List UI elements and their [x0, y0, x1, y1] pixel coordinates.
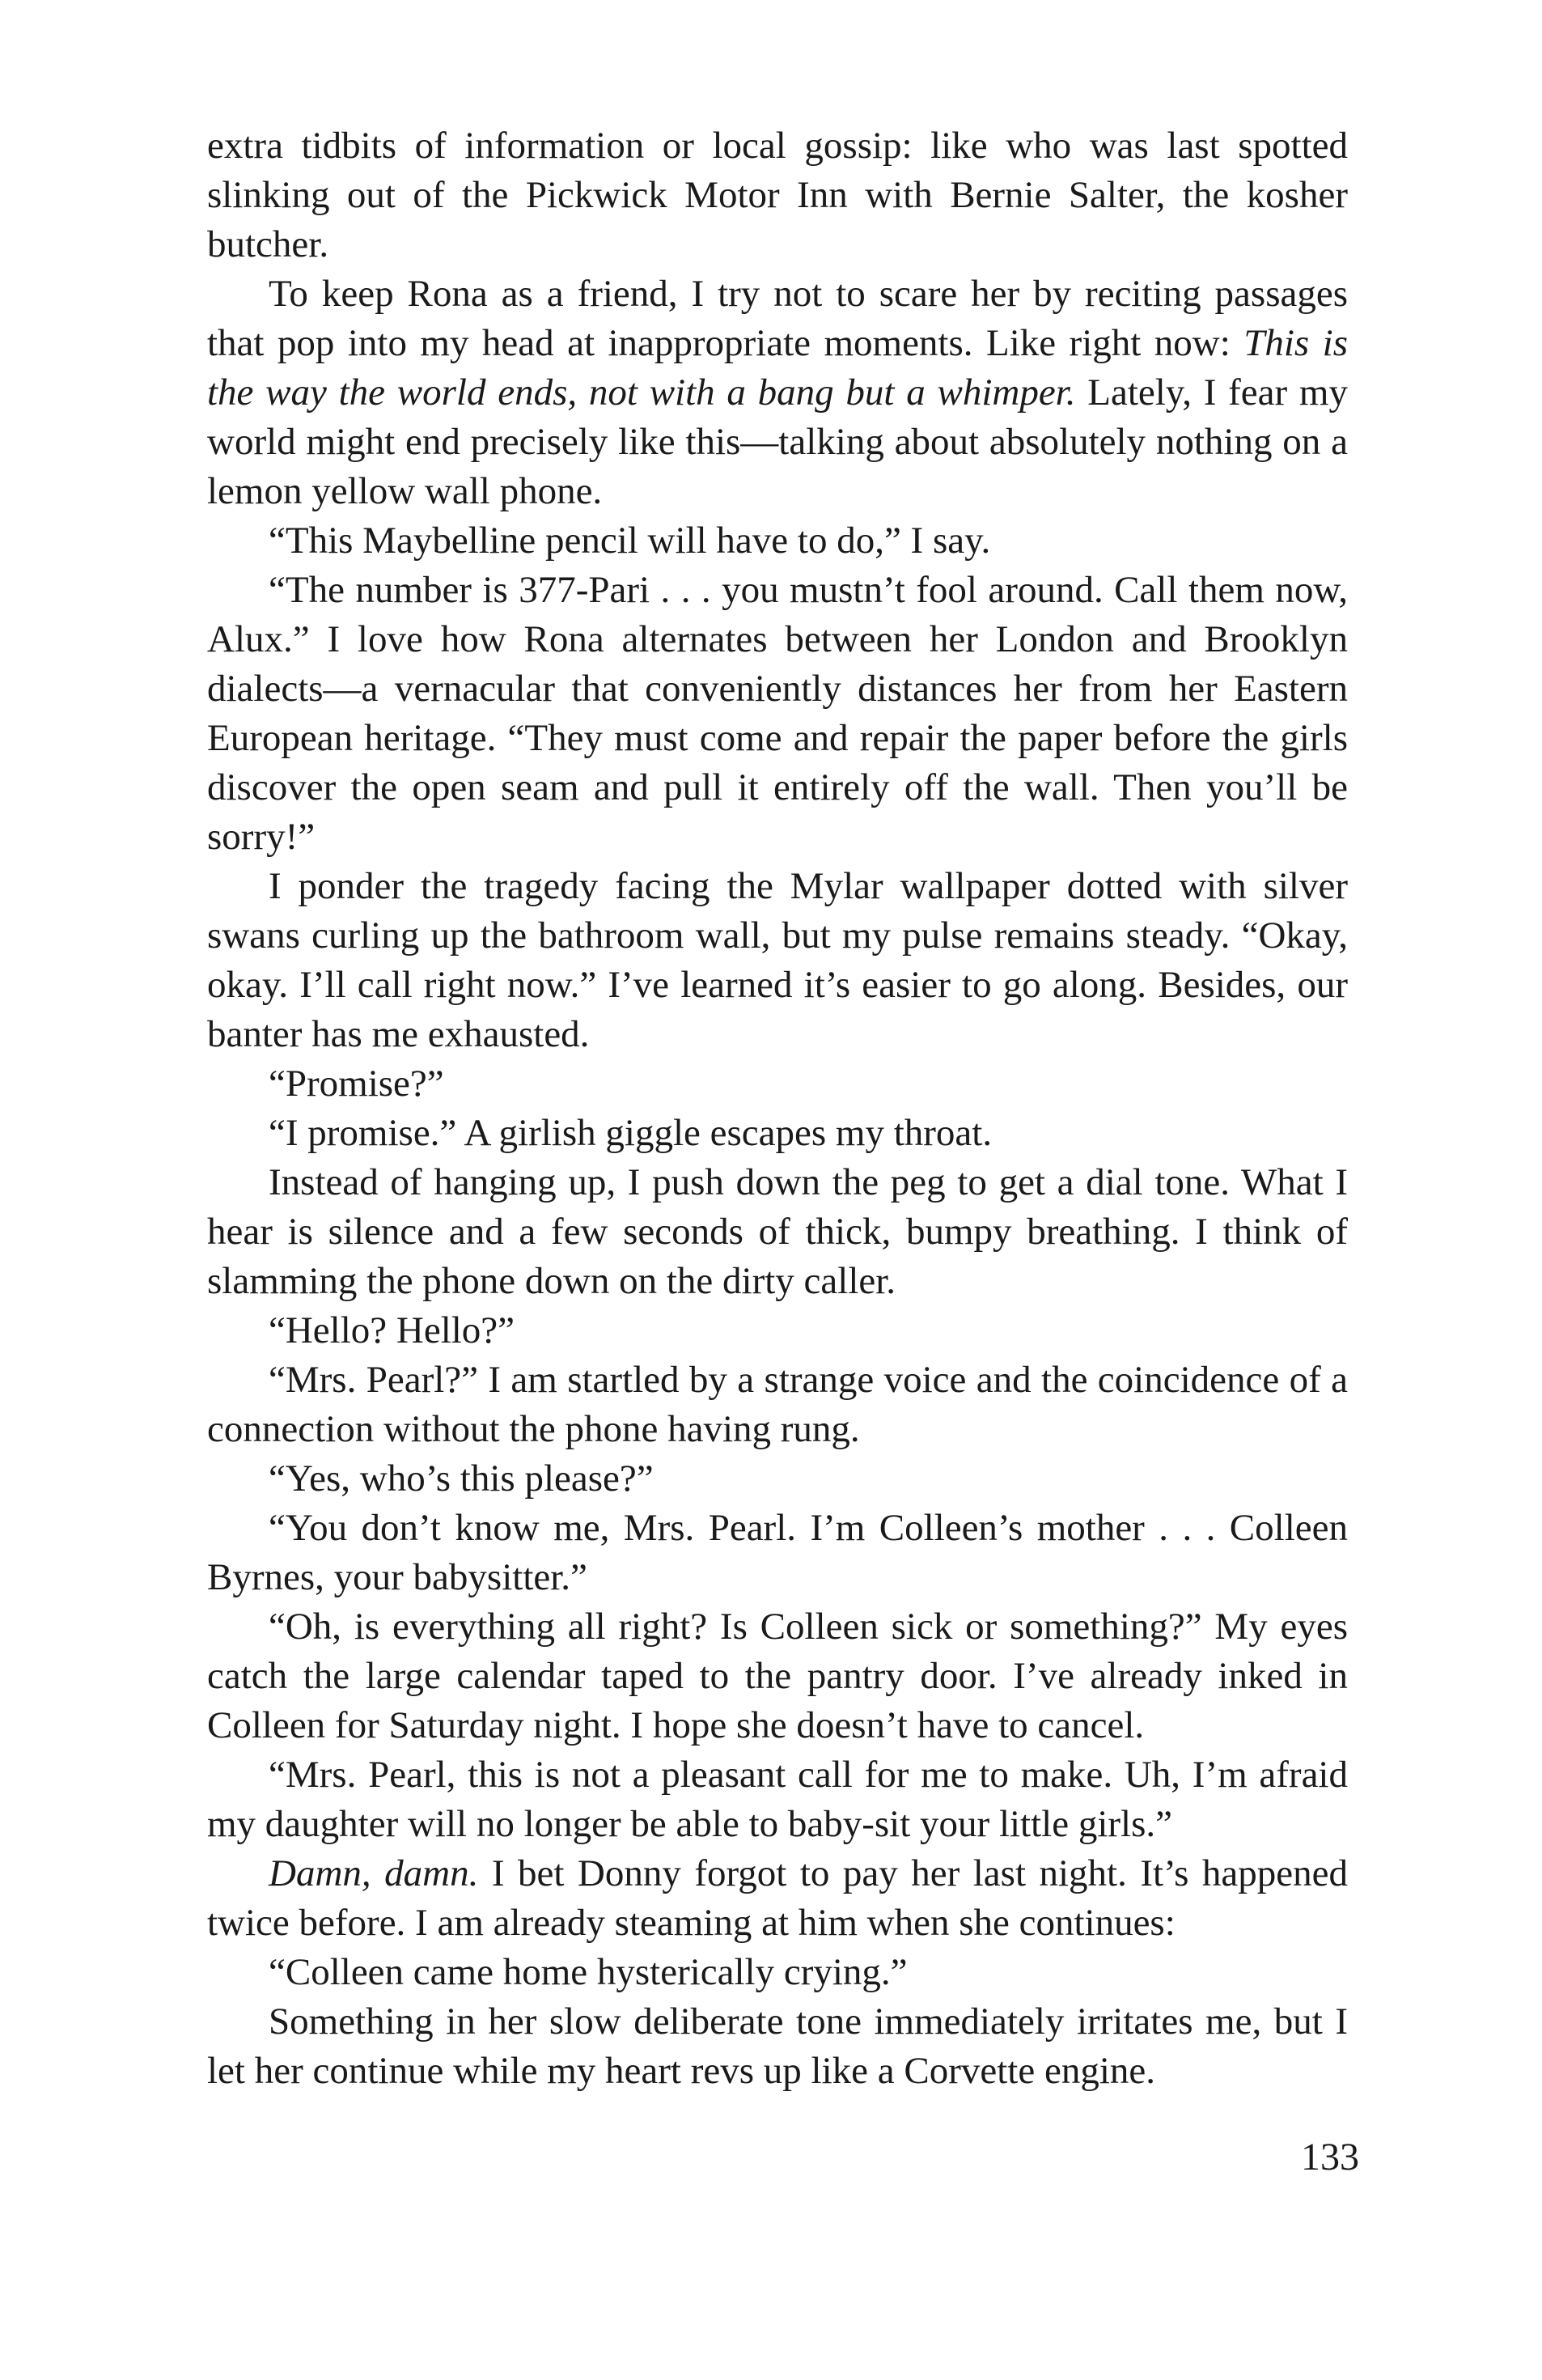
paragraph: “Hello? Hello?” — [269, 1309, 515, 1351]
paragraph-text: To keep Rona as a friend, I try not to scare her by reciting passages that pop into my head at inappropriate moments. Like right now: — [207, 273, 1348, 364]
paragraph: “Mrs. Pearl, this is not a pleasant call for me to make. Uh, I’m afraid my daughter will no longer be able to baby-sit your little girls.” — [207, 1754, 1348, 1845]
paragraph: “I promise.” A girlish giggle escapes my throat. — [269, 1112, 993, 1154]
paragraph-text: I bet Donny forgot to pay her last night. It’s happened twice before. I am already steaming at him when she continues: — [207, 1852, 1349, 1944]
paragraph: “Oh, is everything all right? Is Colleen sick or something?” My eyes catch the large calendar taped to the pantry door. I’ve already inked in Colleen for Saturday night. I hope she doesn’t have to cancel. — [207, 1606, 1348, 1746]
paragraph: Instead of hanging up, I push down the peg to get a dial tone. What I hear is silence and a few seconds of thick, bumpy breathing. I think of slamming the phone down on the dirty caller. — [207, 1161, 1348, 1302]
quotation-italic: This is the way the world ends, not with a bang but a whimper. — [207, 322, 1348, 414]
paragraph: “Mrs. Pearl?” I am startled by a strange voice and the coincidence of a connection without the phone having rung. — [207, 1359, 1348, 1450]
paragraph — [207, 269, 1348, 516]
paragraph: “The number is 377-Pari . . . you mustn’t fool around. Call them now, Alux.” I love how Rona alternates between her London and Brooklyn dialects—a vernacular that conveniently distances her from her Eastern European heritage. “They must come and repair the paper before the girls discover the open seam and pull it entirely off the wall. Then you’ll be sorry!” — [207, 569, 1348, 858]
paragraph: “Colleen came home hysterically crying.” — [269, 1951, 908, 1993]
exclamation-italic: Damn, damn. — [269, 1852, 479, 1894]
paragraph: “Promise?” — [269, 1063, 444, 1105]
book-page-body — [207, 121, 1348, 2096]
paragraph-text: Lately, I fear my world might end precisely like this—talking about absolutely nothing on a lemon yellow wall phone. — [207, 371, 1348, 512]
paragraph: I ponder the tragedy facing the Mylar wallpaper dotted with silver swans curling up the bathroom wall, but my pulse remains steady. “Okay, okay. I’ll call right now.” I’ve learned it’s easier to go along. Besides, our banter has me exhausted. — [207, 865, 1348, 1055]
paragraph: “You don’t know me, Mrs. Pearl. I’m Colleen’s mother . . . Colleen Byrnes, your babysitter.” — [207, 1507, 1348, 1598]
paragraph: “This Maybelline pencil will have to do,” I say. — [269, 520, 991, 562]
page-number: 133 — [1301, 2136, 1359, 2178]
paragraph — [207, 1849, 1348, 1948]
paragraph: extra tidbits of information or local gossip: like who was last spotted slinking out of the Pickwick Motor Inn with Bernie Salter, the kosher butcher. — [207, 125, 1348, 265]
paragraph: “Yes, who’s this please?” — [269, 1457, 654, 1500]
paragraph: Something in her slow deliberate tone immediately irritates me, but I let her continue while my heart revs up like a Corvette engine. — [207, 2000, 1348, 2092]
